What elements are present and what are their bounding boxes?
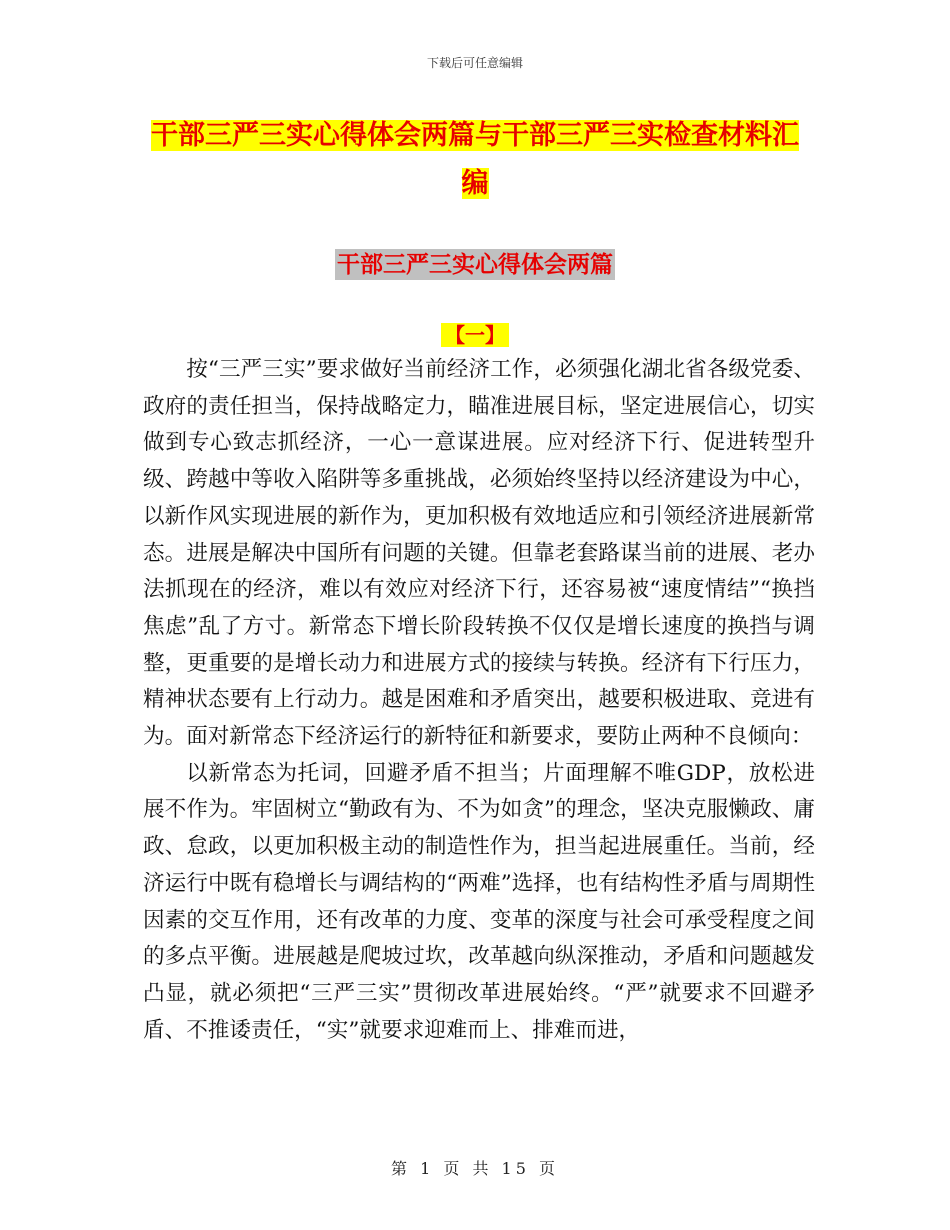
section-title — [0, 246, 950, 279]
page-header-note: 下载后可任意编辑 — [426, 56, 523, 70]
paragraph-1: 按“三严三实”要求做好当前经济工作，必须强化湖北省各级党委、政府的责任担当，保持战略定力，瞄准进展目标，坚定进展信心，切实做到专心致志抓经济，一心一意谋进展。应对经济下行、促进转型升级、跨越中等收入陷阱等多重挑战，必须始终坚持以经济建设为中心，以新作风实现进展的新作为，更加积极有效地适应和引领经济进展新常态。进展是解决中国所有问题的关键。但靠老套路谋当前的进展、老办法抓现在的经济，难以有效应对经济下行，还容易被“速度情结”“换挡焦虑”乱了方寸。新常态下增长阶段转换不仅仅是增长速度的换挡与调整，更重要的是增长动力和进展方式的接续与转换。经济有下行压力，精神状态要有上行动力。越是困难和矛盾突出，越要积极进取、竞进有为。面对新常态下经济运行的新特征和新要求，要防止两种不良倾向： — [143, 357, 815, 750]
page-number: 第 1 页 共 15 页 — [391, 1159, 559, 1178]
paragraph-2: 以新常态为托词，回避矛盾不担当；片面理解不唯GDP，放松进展不作为。牢固树立“勤政有为、不为如贪”的理念，坚决克服懒政、庸政、怠政，以更加积极主动的制造性作为，担当起进展重任。当前，经济运行中既有稳增长与调结构的“两难”选择，也有结构性矛盾与周期性因素的交互作用，还有改革的力度、变革的深度与社会可承受程度之间的多点平衡。进展越是爬坡过坎，改革越向纵深推动，矛盾和问题越发凸显，就必须把“三严三实”贯彻改革进展始终。“严”就要求不回避矛盾、不推诿责任，“实”就要求迎难而上、排难而进， — [143, 760, 815, 1043]
document-title — [140, 112, 810, 208]
document-title-text: 干部三严三实心得体会两篇与干部三严三实检查材料汇编 — [151, 120, 799, 199]
section-title-text: 干部三严三实心得体会两篇 — [337, 251, 613, 278]
part-title-text: 【一】 — [441, 323, 509, 347]
part-title — [0, 319, 950, 348]
body-text — [143, 352, 815, 1049]
